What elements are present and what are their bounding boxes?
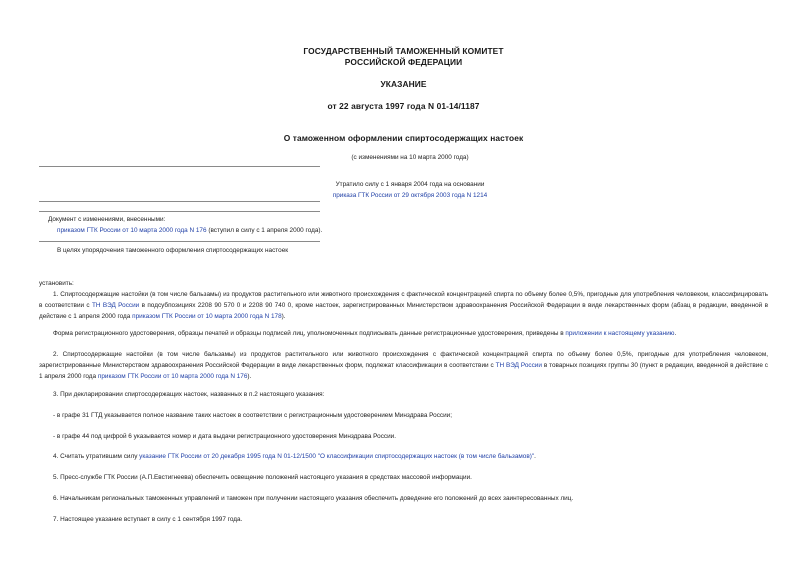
paragraph-5: 5. Пресс-службе ГТК России (А.П.Евстигнеева) обеспечить освещение положений настоящего указания в средствах массовой информации. — [53, 474, 472, 481]
doc-date-number: от 22 августа 1997 года N 01-14/1187 — [327, 101, 480, 111]
p2-text-1: 2. Спиртосодержащие настойки (в том числе бальзамы) из продуктов растительного или животного происхождения с фактической концентрацией спирта по объему более 0,5%, пригодные для употребления человеком, зарегистрированные Министерством здравоохранения Российской Федерации в виде лекарственных форм, подлежат классификации в соответствии с — [39, 351, 768, 369]
divider — [39, 241, 320, 242]
doc-type: УКАЗАНИЕ — [380, 79, 427, 89]
paragraph-3b: - в графе 44 под цифрой 6 указывается номер и дата выдачи регистрационного удостоверения Минздрава России. — [53, 433, 397, 440]
order-176-link[interactable]: приказом ГТК России от 10 марта 2000 года N 176 — [97, 373, 248, 380]
paragraph-6: 6. Начальникам региональных таможенных управлений и таможен при получении настоящего указания обеспечить доведение его положений до всех заинтересованных лиц. — [53, 495, 574, 502]
p1-text-2: в подсубпозициях 2208 90 570 0 и 2208 90 740 0, кроме настоек, зарегистрированных Министерством здравоохранения Российской Федерации в виде лекарственных форм (абзац в редакции, введенной в действие с 1 апреля 2000 года — [39, 302, 768, 320]
tn-ved-link[interactable]: ТН ВЭД России — [91, 302, 140, 309]
divider — [39, 211, 320, 212]
repealed-instruction-link[interactable]: указание ГТК России от 20 декабря 1995 года N 01-12/1500 "О классификации спиртосодержащих настоек (в том числе бальзамов)" — [139, 453, 535, 460]
paragraph-3a: - в графе 31 ГТД указывается полное название таких настоек в соответствии с регистрационным удостоверением Минздрава России; — [53, 412, 453, 419]
p2-text-3: ). — [247, 373, 252, 380]
order-178-link[interactable]: приказом ГТК России от 10 марта 2000 года N 178 — [132, 313, 282, 320]
p1-text-3: ). — [281, 313, 286, 320]
p4-text-1: 4. Считать утратившим силу — [53, 453, 140, 460]
divider — [39, 166, 320, 167]
changes-line — [57, 226, 322, 236]
changes-label: Документ с изменениями, внесенными: — [48, 216, 166, 223]
repeal-order-link[interactable]: приказа ГТК России от 29 октября 2003 года N 1214 — [332, 192, 488, 199]
paragraph-1b — [39, 328, 768, 339]
org-name-line2: РОССИЙСКОЙ ФЕДЕРАЦИИ — [344, 57, 463, 67]
preamble: В целях упорядочения таможенного оформления спиртосодержащих настоек — [57, 247, 289, 254]
org-name-line1: ГОСУДАРСТВЕННЫЙ ТАМОЖЕННЫЙ КОМИТЕТ — [303, 46, 504, 56]
changes-after: (вступил в силу с 1 апреля 2000 года). — [206, 227, 323, 234]
divider — [39, 201, 320, 202]
paragraph-7: 7. Настоящее указание вступает в силу с 1 сентября 1997 года. — [53, 516, 243, 523]
paragraph-1 — [39, 289, 768, 322]
establish-label: установить: — [39, 280, 74, 287]
paragraph-2 — [39, 349, 768, 382]
status-line: Утратило силу с 1 января 2004 года на основании — [335, 181, 485, 188]
p2-text-2: в товарных позициях группы 30 (пункт в редакции, введенной в действие с 1 апреля 2000 года — [39, 362, 768, 380]
paragraph-4 — [39, 451, 768, 462]
paragraph-3: 3. При декларировании спиртосодержащих настоек, названных в п.2 настоящего указания: — [53, 391, 325, 398]
amendment-order-link[interactable]: приказом ГТК России от 10 марта 2000 года N 176 — [57, 227, 207, 234]
doc-title: О таможенном оформлении спиртосодержащих настоек — [283, 133, 524, 143]
appendix-link[interactable]: приложении к настоящему указанию — [565, 330, 675, 337]
tn-ved-link-2[interactable]: ТН ВЭД России — [495, 362, 542, 369]
status-link[interactable] — [240, 191, 580, 200]
p1-text-1: 1. Спиртосодержащие настойки (в том числе бальзамы) из продуктов растительного или животного происхождения с фактической концентрацией спирта по объему более 0,5%, пригодные для употребления человеком, классифицировать в соответствии с — [39, 291, 768, 309]
p1b-text-1: Форма регистрационного удостоверения, образцы печатей и образцы подписей лиц, уполномоченных подписывать данные регистрационные удостоверения, приведены в — [53, 330, 566, 337]
p4-text-2: . — [534, 453, 536, 460]
amendments-note: (с изменениями на 10 марта 2000 года) — [351, 154, 469, 161]
p1b-text-2: . — [674, 330, 677, 337]
